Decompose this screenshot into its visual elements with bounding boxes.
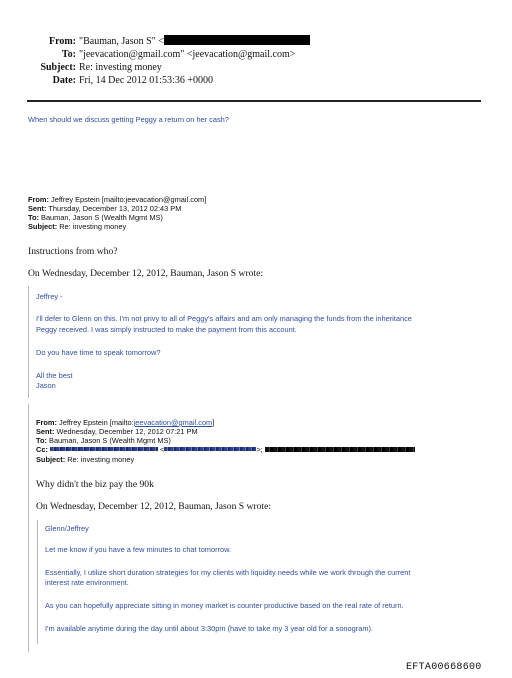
reply1-sent-label: Sent:: [28, 204, 47, 213]
quote2-para3: As you can hopefully appreciate sitting in money market is counter productive based on the real rate of return.: [45, 601, 404, 610]
quote1-bar: [28, 286, 29, 398]
quote1-para2: Do you have time to speak tomorrow?: [36, 348, 161, 357]
reply1-from-row: [28, 195, 206, 204]
header-to-label: To:: [61, 49, 76, 60]
reply2-wrote-line: On Wednesday, December 12, 2012, Bauman, Jason S wrote:: [36, 501, 272, 512]
reply1-to-row: [28, 213, 163, 222]
document-id: EFTA00668600: [406, 662, 482, 673]
reply2-to-label: To:: [36, 436, 47, 445]
top-message: When should we discuss getting Peggy a return on her cash?: [28, 115, 229, 124]
cc-redaction-2: [164, 447, 256, 451]
header-date-label: Date:: [52, 75, 76, 86]
cc-redaction-3: [265, 447, 415, 452]
header-divider: [27, 100, 481, 102]
reply1-from-value: Jeffrey Epstein [mailto:jeevacation@gmail.com]: [51, 195, 207, 204]
quote2-para2-line2: interest rate environment.: [45, 578, 129, 587]
reply1-body: Instructions from who?: [28, 246, 118, 257]
reply2-subject-row: [36, 455, 134, 464]
reply2-body: Why didn't the biz pay the 90k: [36, 479, 154, 490]
header-to-row: [0, 48, 295, 61]
reply2-subject-label: Subject:: [36, 455, 66, 464]
header-subject-label: Subject:: [40, 62, 76, 73]
reply2-cc-row: Cc: < >;: [36, 445, 415, 454]
quote1-signoff1: All the best: [36, 371, 73, 380]
quote1-greeting: Jeffrey -: [36, 292, 63, 301]
reply2-email-link[interactable]: jeevacation@gmail.com: [133, 418, 213, 427]
reply1-sent-row: [28, 204, 181, 213]
redaction-bar: [164, 35, 310, 45]
header-from-value: "Bauman, Jason S" <: [79, 36, 164, 47]
reply1-subject-label: Subject:: [28, 222, 58, 231]
quote2-para1: Let me know if you have a few minutes to chat tomorrow.: [45, 545, 232, 554]
reply1-from-label: From:: [28, 195, 49, 204]
quote2-inner-bar: [37, 520, 38, 644]
quote2-para2-line1: Essentially, I utilize short duration strategies for my clients with liquidity needs while we work through the current: [45, 568, 411, 577]
reply2-sent-value: Wednesday, December 12, 2012 07:21 PM: [56, 427, 198, 436]
cc-redaction-1: [50, 447, 158, 451]
reply2-to-row: [36, 436, 171, 445]
header-to-value: "jeevacation@gmail.com" <jeevacation@gmail.com>: [79, 49, 296, 60]
quote2-outer-bar: [28, 404, 29, 652]
reply2-from-prefix: Jeffrey Epstein [mailto:: [59, 418, 134, 427]
reply1-sent-value: Thursday, December 13, 2012 02:43 PM: [48, 204, 182, 213]
header-subject-value: Re: investing money: [79, 62, 162, 73]
header-date-row: [0, 74, 213, 87]
reply2-cc-label: Cc:: [36, 445, 48, 454]
header-from-row: [0, 35, 310, 48]
reply2-subject-value: Re: investing money: [67, 455, 135, 464]
quote2-greeting: Glenn/Jeffrey: [45, 524, 89, 533]
reply2-from-row: [36, 418, 214, 427]
reply1-to-value: Bauman, Jason S (Wealth Mgmt MS): [41, 213, 163, 222]
quote1-signoff2: Jason: [36, 381, 56, 390]
reply1-wrote-line: On Wednesday, December 12, 2012, Bauman, Jason S wrote:: [28, 268, 264, 279]
header-date-value: Fri, 14 Dec 2012 01:53:36 +0000: [79, 75, 213, 86]
header-from-label: From:: [48, 36, 76, 47]
reply2-to-value: Bauman, Jason S (Wealth Mgmt MS): [49, 436, 171, 445]
reply1-subject-value: Re: investing money: [59, 222, 127, 231]
quote2-para4: I'm available anytime during the day until about 3:30pm (have to take my 3 year old for a sonogram).: [45, 624, 374, 633]
reply2-from-label: From:: [36, 418, 57, 427]
reply2-from-suffix: ]: [212, 418, 215, 427]
reply1-subject-row: [28, 222, 126, 231]
quote1-para1-line2: Peggy received. I was simply instructed to make the payment from this account.: [36, 325, 297, 334]
quote1-para1-line1: I'll defer to Glenn on this. I'm not privy to all of Peggy's affairs and am only managing the funds from the inheritance: [36, 314, 412, 323]
reply2-sent-label: Sent:: [36, 427, 55, 436]
header-subject-row: [0, 61, 162, 74]
reply2-sent-row: [36, 427, 198, 436]
reply1-to-label: To:: [28, 213, 39, 222]
